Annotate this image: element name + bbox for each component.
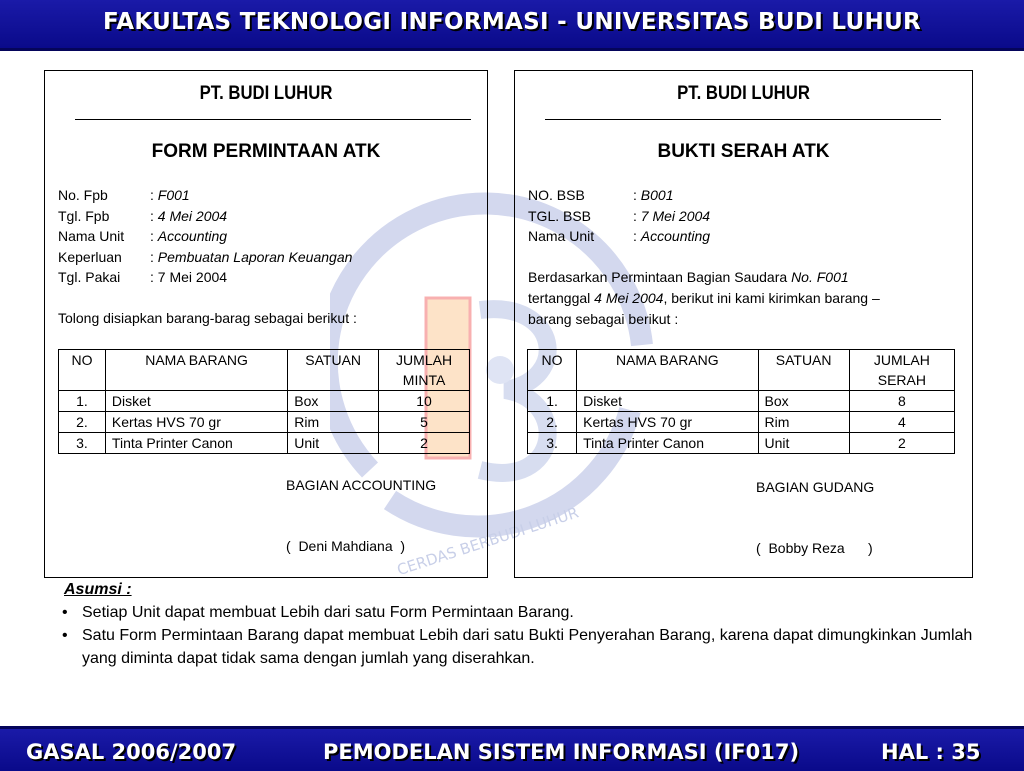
assumption-text: Satu Form Permintaan Barang dapat membuat Lebih dari satu Bukti Penyerahan Barang, karena dapat dimungkinkan Jumlah yang diminta dapat tidak sama dengan jumlah yang diserahkan. [82, 627, 973, 667]
form-permintaan-panel [44, 70, 488, 578]
svg-text:CERDAS BERBUDI LUHUR: CERDAS BERBUDI LUHUR [394, 503, 581, 580]
paragraph-text: , berikut ini kami kirimkan barang – [663, 290, 880, 306]
field-label: Tgl. Pakai [58, 269, 121, 285]
field-row [58, 206, 352, 227]
table-row [59, 391, 470, 412]
cell-qty: 2 [379, 433, 470, 454]
table-row [528, 412, 955, 433]
bukti-serah-panel [514, 70, 973, 578]
field-row [58, 185, 352, 206]
field-label: Nama Unit [528, 228, 595, 244]
field-sep: : [633, 207, 637, 224]
field-value: 4 Mei 2004 [157, 207, 228, 224]
cell-no: 3. [528, 433, 577, 454]
cell-item: Kertas HVS 70 gr [105, 412, 287, 433]
field-sep: : [633, 187, 637, 203]
cell-unit: Unit [758, 433, 849, 454]
cell-item: Tinta Printer Canon [577, 433, 758, 454]
items-table [58, 349, 470, 454]
field-label: NO. BSB [528, 187, 585, 203]
field-label: Tgl. Fpb [58, 207, 110, 224]
table-row [59, 433, 470, 454]
intro-paragraph [528, 267, 968, 330]
field-value: 7 Mei 2004 [640, 207, 711, 224]
cell-item: Disket [577, 391, 758, 412]
field-value: Pembuatan Laporan Keuangan [157, 248, 353, 265]
assumptions-section [60, 578, 980, 670]
header-bar [0, 0, 1024, 51]
cell-unit: Unit [288, 433, 379, 454]
field-label: TGL. BSB [528, 207, 592, 224]
header-title: FAKULTAS TEKNOLOGI INFORMASI - UNIVERSITAS BUDI LUHUR [102, 9, 922, 35]
table-row [528, 391, 955, 412]
field-sep: : [150, 269, 154, 285]
field-sep: : [150, 248, 154, 265]
table-row [528, 433, 955, 454]
field-label: Keperluan [58, 248, 122, 265]
field-value: B001 [640, 187, 674, 203]
field-value: 7 Mei 2004 [157, 269, 228, 285]
divider-line [545, 119, 941, 120]
col-header: JUMLAH SERAH [849, 350, 954, 391]
assumption-item [60, 624, 980, 670]
sign-department: BAGIAN GUDANG [756, 479, 875, 495]
paragraph-date: 4 Mei 2004 [594, 290, 664, 306]
footer-semester: GASAL 2006/2007 [26, 740, 237, 764]
cell-no: 2. [528, 412, 577, 433]
form-title: FORM PERMINTAAN ATK [151, 141, 381, 162]
table-header-row [59, 350, 470, 391]
divider-line [75, 119, 471, 120]
form-title: BUKTI SERAH ATK [657, 141, 830, 162]
footer-course: PEMODELAN SISTEM INFORMASI (IF017) [323, 740, 800, 764]
field-value: Accounting [157, 228, 228, 244]
assumption-item [60, 601, 980, 624]
table-row [59, 412, 470, 433]
field-value: Accounting [640, 228, 711, 244]
col-header: SATUAN [288, 350, 379, 391]
field-row [58, 247, 352, 268]
cell-no: 3. [59, 433, 106, 454]
field-label: Nama Unit [58, 228, 125, 244]
col-header: JUMLAH MINTA [379, 350, 470, 391]
company-name: PT. BUDI LUHUR [677, 83, 810, 104]
form-fields [58, 185, 352, 288]
cell-qty: 4 [849, 412, 954, 433]
cell-unit: Box [758, 391, 849, 412]
field-sep: : [633, 228, 637, 244]
paragraph-text: tertanggal [528, 290, 595, 306]
assumption-text: Setiap Unit dapat membuat Lebih dari satu Form Permintaan Barang. [82, 604, 574, 621]
cell-qty: 8 [849, 391, 954, 412]
cell-qty: 10 [379, 391, 470, 412]
field-row [528, 206, 710, 227]
col-header: SATUAN [758, 350, 849, 391]
col-header: NO [528, 350, 577, 391]
footer-page: HAL : 35 [881, 740, 981, 764]
items-table [527, 349, 955, 454]
field-sep: : [150, 207, 154, 224]
paragraph-text: barang sebagai berikut : [528, 311, 679, 327]
form-fields [528, 185, 710, 247]
cell-unit: Rim [288, 412, 379, 433]
bullet-icon: • [62, 627, 68, 644]
cell-qty: 2 [849, 433, 954, 454]
col-header: NAMA BARANG [577, 350, 758, 391]
cell-no: 1. [528, 391, 577, 412]
field-row [58, 226, 352, 247]
field-row [528, 185, 710, 206]
table-header-row [528, 350, 955, 391]
footer-bar [0, 726, 1024, 771]
paragraph-text: Berdasarkan Permintaan Bagian Saudara [528, 269, 792, 285]
cell-unit: Box [288, 391, 379, 412]
col-header: NAMA BARANG [105, 350, 287, 391]
instruction-text: Tolong disiapkan barang-barag sebagai berikut : [58, 310, 357, 326]
cell-item: Kertas HVS 70 gr [577, 412, 758, 433]
cell-qty: 5 [379, 412, 470, 433]
paragraph-ref: No. F001 [791, 269, 849, 285]
field-row [528, 226, 710, 247]
cell-unit: Rim [758, 412, 849, 433]
field-value: F001 [157, 187, 190, 203]
assumptions-heading: Asumsi : [64, 581, 132, 598]
cell-item: Disket [105, 391, 287, 412]
field-sep: : [150, 228, 154, 244]
bullet-icon: • [62, 604, 68, 621]
sign-name: ( Bobby Reza ) [756, 540, 873, 556]
field-sep: : [150, 187, 154, 203]
company-name: PT. BUDI LUHUR [199, 83, 333, 104]
sign-name: ( Deni Mahdiana ) [286, 538, 406, 554]
cell-no: 2. [59, 412, 106, 433]
cell-item: Tinta Printer Canon [105, 433, 287, 454]
col-header: NO [59, 350, 106, 391]
cell-no: 1. [59, 391, 106, 412]
sign-department: BAGIAN ACCOUNTING [286, 477, 437, 493]
field-label: No. Fpb [58, 187, 108, 203]
field-row [58, 267, 352, 288]
